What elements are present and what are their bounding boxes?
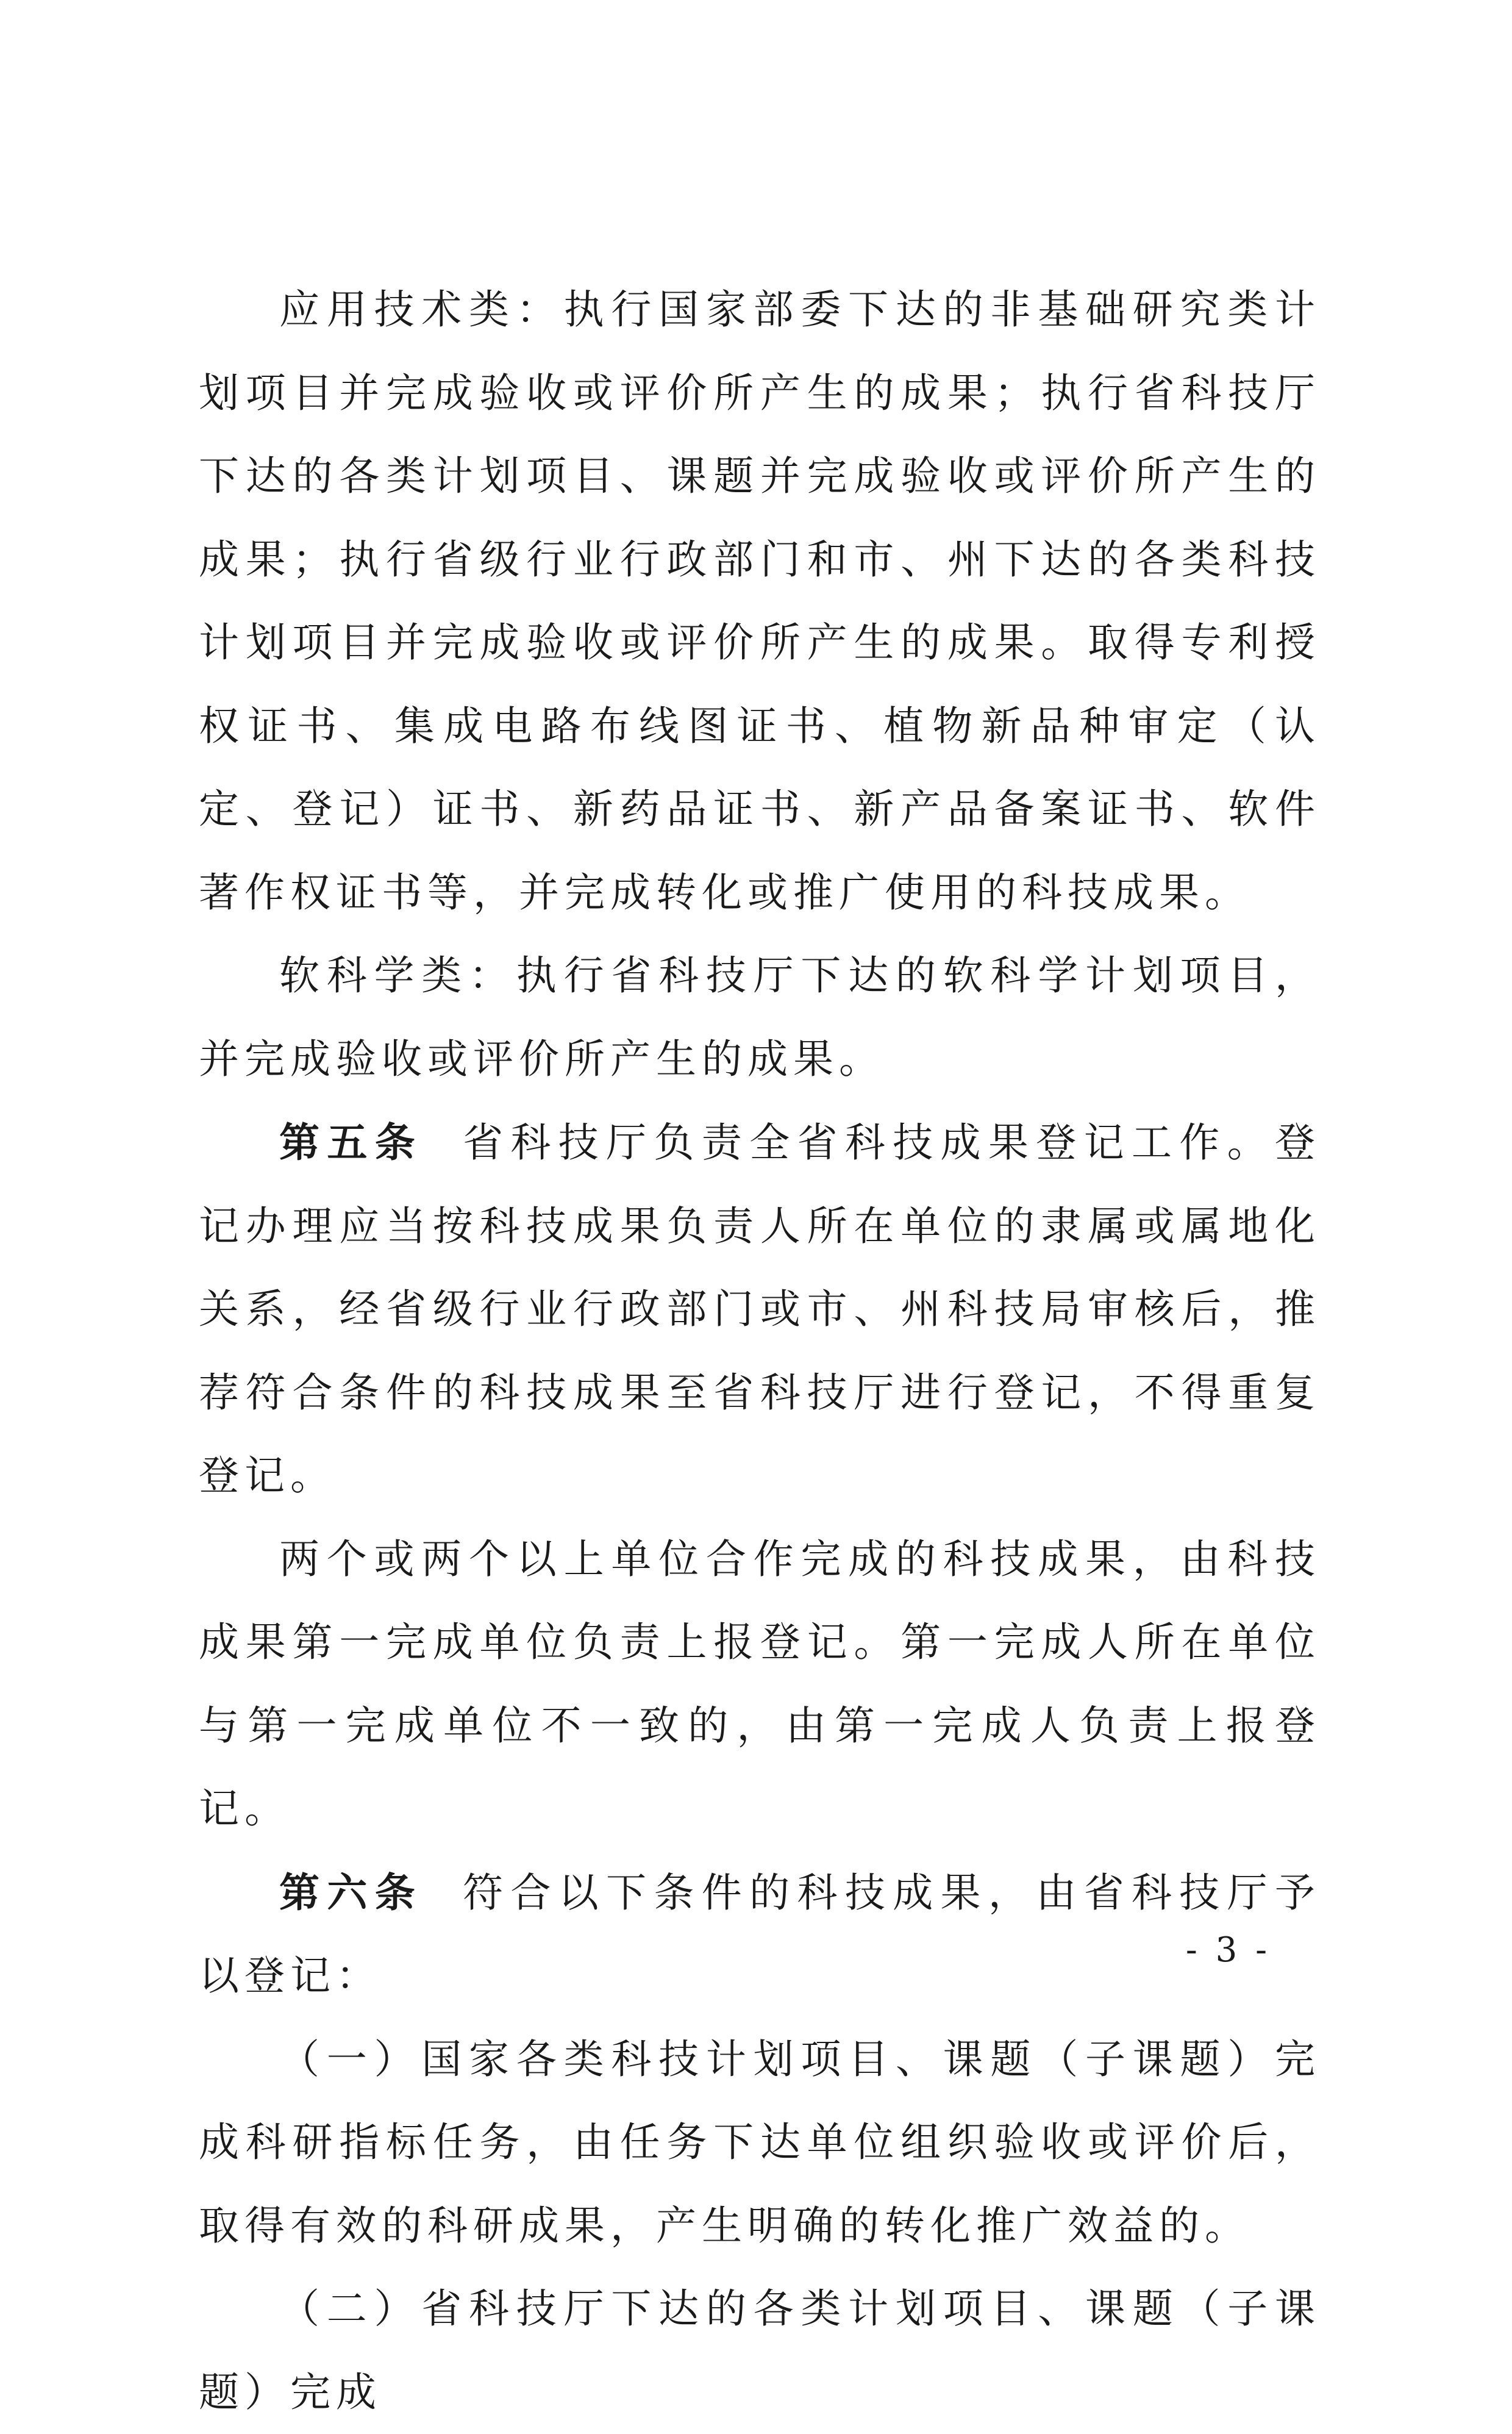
- paragraph-soft-science: [199, 934, 1321, 1101]
- document-body: [199, 268, 1321, 2434]
- paragraph-item-1: [199, 2018, 1321, 2268]
- paragraph-text: 符合以下条件的科技成果，由省科技厅予以登记：: [199, 1869, 1321, 1999]
- paragraph-text: 省科技厅负责全省科技成果登记工作。登记办理应当按科技成果负责人所在单位的隶属或属地化关系，经省级行业行政部门或市、州科技局审核后，推荐符合条件的科技成果至省科技厅进行登记，不得重复登记。: [199, 1119, 1321, 1499]
- article-label: 第六条: [279, 1868, 423, 1916]
- paragraph-applied-tech: [199, 268, 1321, 934]
- paragraph-text: （二）省科技厅下达的各类计划项目、课题（子课题）完成: [199, 2285, 1321, 2416]
- paragraph-text: 应用技术类：执行国家部委下达的非基础研究类计划项目并完成验收或评价所产生的成果；执行省科技厅下达的各类计划项目、课题并完成验收或评价所产生的成果；执行省级行业行政部门和市、州下达的各类科技计划项目并完成验收或评价所产生的成果。取得专利授权证书、集成电路布线图证书、植物新品种审定（认定、登记）证书、新药品证书、新产品备案证书、软件著作权证书等，并完成转化或推广使用的科技成果。: [199, 286, 1321, 916]
- paragraph-text: （一）国家各类科技计划项目、课题（子课题）完成科研指标任务，由任务下达单位组织验收或评价后，取得有效的科研成果，产生明确的转化推广效益的。: [199, 2035, 1321, 2249]
- article-label: 第五条: [279, 1119, 423, 1166]
- paragraph-article-5: [199, 1101, 1321, 1518]
- paragraph-text: 两个或两个以上单位合作完成的科技成果，由科技成果第一完成单位负责上报登记。第一完成人所在单位与第一完成单位不一致的，由第一完成人负责上报登记。: [199, 1535, 1321, 1832]
- paragraph-article-6: [199, 1851, 1321, 2018]
- paragraph-item-2: [199, 2268, 1321, 2434]
- paragraph-joint-completion: [199, 1518, 1321, 1851]
- paragraph-text: 软科学类：执行省科技厅下达的软科学计划项目，并完成验收或评价所产生的成果。: [199, 952, 1321, 1083]
- page-number: - 3 -: [1185, 1930, 1271, 1970]
